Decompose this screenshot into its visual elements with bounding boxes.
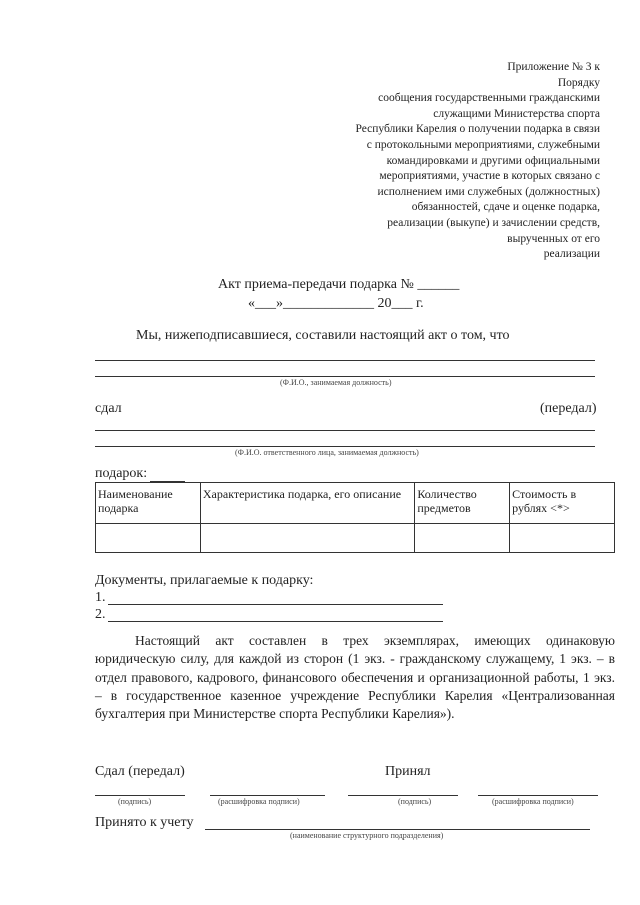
header-line: вырученных от его	[507, 232, 600, 245]
accepted-line	[205, 829, 590, 830]
header-line: Порядку	[557, 76, 600, 89]
act-title: Акт приема-передачи подарка № ______	[218, 277, 460, 292]
responsible-caption: (Ф.И.О. ответственного лица, занимаемая должность)	[235, 448, 419, 457]
cell-description[interactable]	[200, 524, 414, 553]
table-row	[96, 524, 615, 553]
left-podpis-caption: (подпись)	[118, 797, 152, 806]
accepted-caption: (наименование структурного подразделения)	[290, 831, 444, 840]
intro-text: Мы, нижеподписавшиеся, составили настоящий акт о том, что	[136, 328, 510, 343]
header-line: служащими Министерства спорта	[433, 107, 600, 120]
header-line: Приложение № 3 к	[507, 61, 600, 73]
header-line: реализации (выкупе) и зачислении средств,	[387, 216, 600, 229]
right-podpis-caption: (подпись)	[398, 797, 432, 806]
header-line: исполнением ими служебных (должностных)	[377, 185, 600, 198]
documents-title: Документы, прилагаемые к подарку:	[95, 573, 314, 588]
cell-cost[interactable]	[510, 524, 615, 553]
podarok-label: подарок:	[95, 466, 148, 481]
header-line: сообщения государственными гражданскими	[378, 92, 600, 105]
document-item-1: 1.	[95, 590, 106, 605]
table-header-row	[96, 483, 615, 524]
fio-caption: (Ф.И.О., занимаемая должность)	[280, 378, 392, 387]
right-signature-line	[348, 795, 458, 796]
left-signature-line	[95, 795, 185, 796]
header-line: с протокольными мероприятиями, служебными	[366, 138, 600, 151]
document-line-1	[108, 604, 443, 605]
act-paragraph	[95, 632, 615, 723]
left-rasshifrovka-caption: (расшифровка подписи)	[218, 797, 300, 806]
peredal-label: (передал)	[540, 401, 597, 416]
header-line: Республики Карелия о получении подарка в связи	[355, 123, 600, 136]
sdal-peredal-title: Сдал (передал)	[95, 764, 185, 779]
col-cost: Стоимость в рублях <*>	[510, 483, 615, 524]
responsible-line-2	[95, 446, 595, 447]
header-line: обязанностей, сдаче и оценке подарка,	[411, 201, 600, 214]
right-rasshifrovka-caption: (расшифровка подписи)	[492, 797, 574, 806]
fio-line-2	[95, 376, 595, 377]
header-line: командировками и другими официальными	[386, 154, 600, 167]
cell-quantity[interactable]	[415, 524, 510, 553]
header-line: мероприятиями, участие в которых связано с	[379, 170, 600, 183]
gift-table	[95, 482, 615, 553]
responsible-line-1	[95, 430, 595, 431]
col-description: Характеристика подарка, его описание	[200, 483, 414, 524]
col-name: Наименование подарка	[96, 483, 201, 524]
prinyal-title: Принял	[385, 764, 431, 779]
cell-name[interactable]	[96, 524, 201, 553]
act-date: «___»_____________ 20___ г.	[248, 296, 424, 311]
accepted-label: Принято к учету	[95, 815, 194, 830]
fio-line-1	[95, 360, 595, 361]
col-quantity: Количество предметов	[415, 483, 510, 524]
appendix-header	[300, 60, 600, 263]
header-line: реализации	[543, 248, 600, 261]
document-line-2	[108, 621, 443, 622]
right-decode-line	[478, 795, 598, 796]
left-decode-line	[210, 795, 325, 796]
sdal-label: сдал	[95, 401, 122, 416]
paragraph-text: Настоящий акт составлен в трех экземплярах, имеющих одинаковую юридическую силу, для каждой из сторон (1 экз. - гражданскому служащему, 1 экз. – в отдел правового, кадрового, финансового обеспечения и организационной работы, 1 экз. – в государственное казенное учреждение Республики Карелия «Централизованная бухгалтерия при Министерстве спорта Республики Карелия»).	[95, 633, 615, 722]
document-item-2: 2.	[95, 607, 106, 622]
